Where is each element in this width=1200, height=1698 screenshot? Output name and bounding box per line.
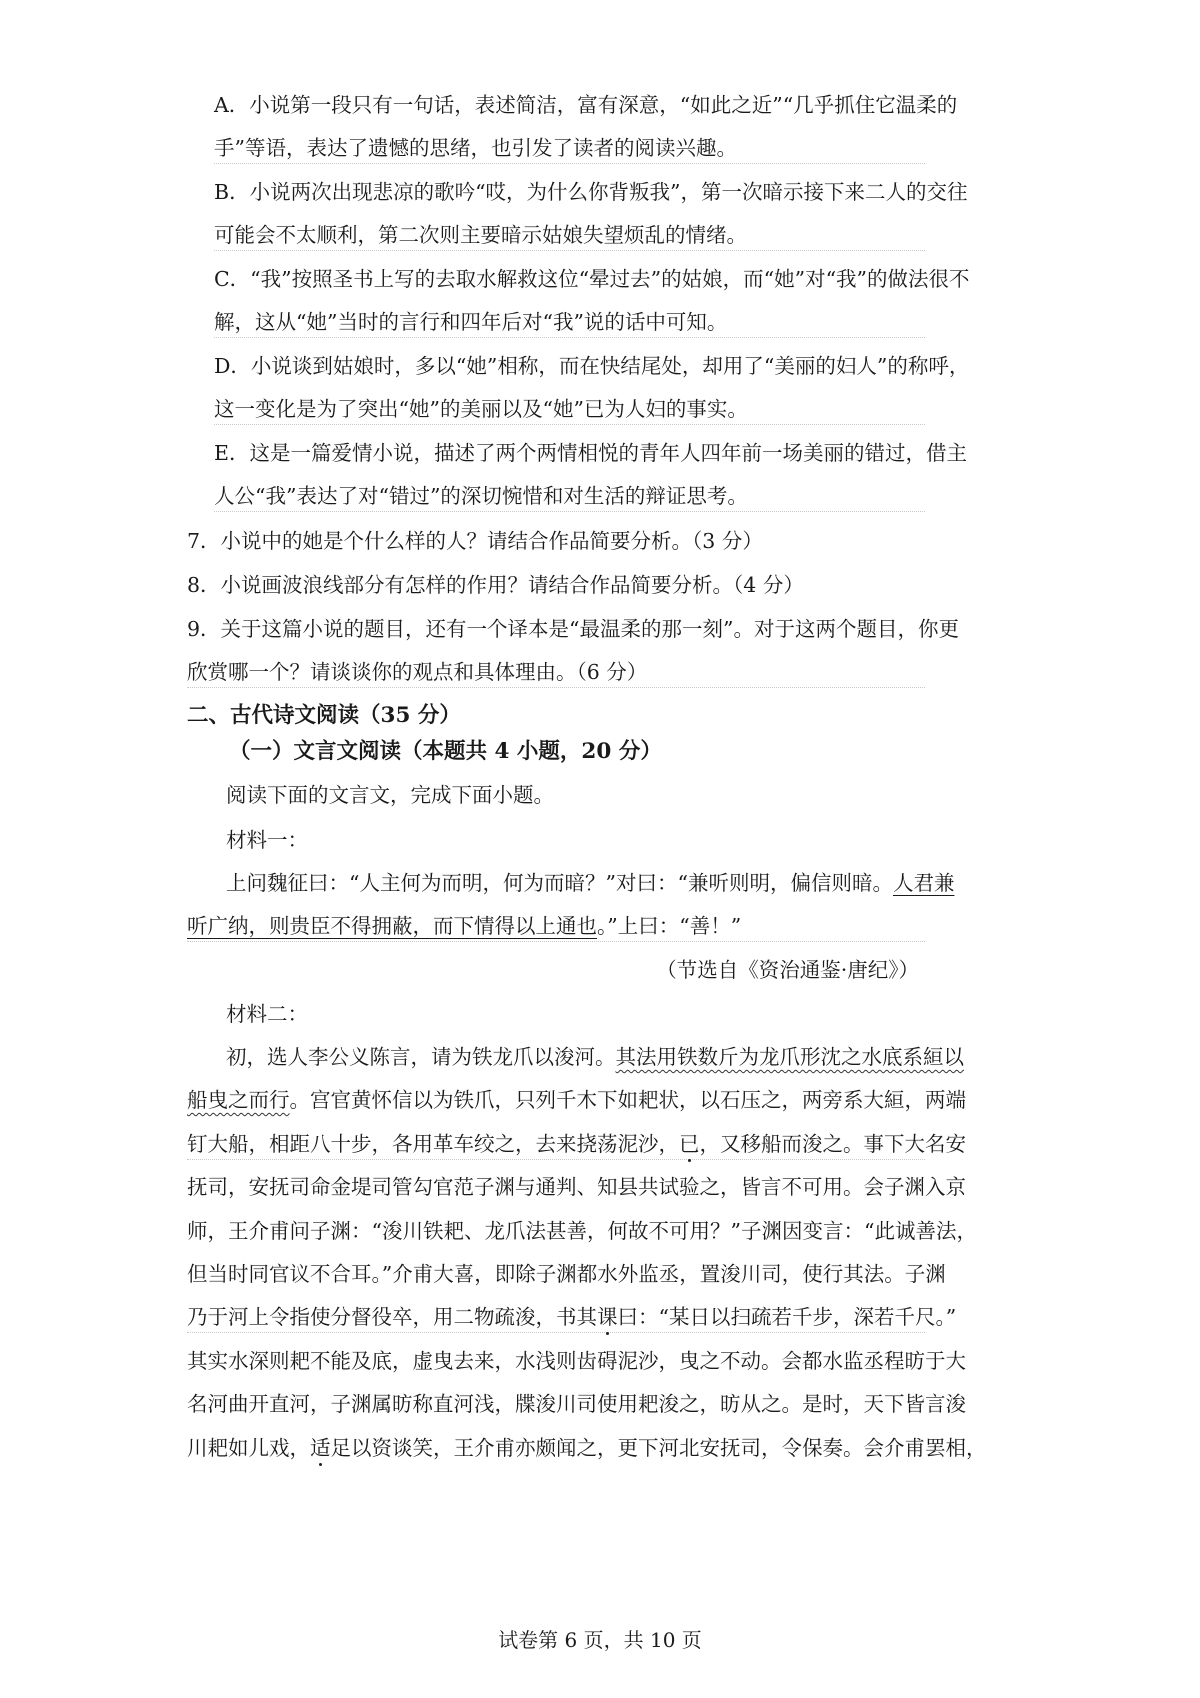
material-2-text: ，又移船而浚之。事下大名安 (699, 1132, 966, 1156)
material-2-text: 钉大船，相距八十步，各用革车绞之，去来挠荡泥沙， (187, 1132, 679, 1156)
question-9-line-2: 欣赏哪一个？请谈谈你的观点和具体理由。（6 分） (187, 657, 925, 688)
option-a-line-2: 手”等语，表达了遗憾的思绪，也引发了读者的阅读兴趣。 (214, 133, 925, 164)
option-e-line-1: E．这是一篇爱情小说，描述了两个两情相悦的青年人四年前一场美丽的错过，借主 (214, 441, 967, 465)
wavy-underlined-sentence-cont: 船曳之而行 (187, 1088, 290, 1112)
option-c-line-2: 解，这从“她”当时的言行和四年后对“我”说的话中可知。 (214, 307, 925, 338)
question-7: 7．小说中的她是个什么样的人？请结合作品简要分析。（3 分） (187, 529, 763, 553)
material-2-line-2 (187, 1085, 966, 1115)
option-d-line-1: D．小说谈到姑娘时，多以“她”相称，而在快结尾处，却用了“美丽的妇人”的称呼， (214, 354, 970, 378)
page-footer: 试卷第 6 页，共 10 页 (498, 1628, 702, 1652)
material-2-line-5: 师，王介甫问子渊：“浚川铁耙、龙爪法甚善，何故不可用？”子渊因变言：“此诚善法， (187, 1219, 977, 1243)
material-2-line-9: 名河曲开直河，子渊属昉称直河浅，牒浚川司使用耙浚之，昉从之。是时，天下皆言浚 (187, 1392, 966, 1416)
option-b-line-1: B．小说两次出现悲凉的歌吟“哎，为什么你背叛我”，第一次暗示接下来二人的交往 (214, 180, 968, 204)
subsection-1-heading: （一）文言文阅读（本题共 4 小题，20 分） (229, 739, 662, 764)
material-2-line-10 (187, 1433, 987, 1463)
wavy-underlined-sentence: 其法用铁数斤为龙爪形沈之水底系絙以 (615, 1045, 964, 1069)
question-8: 8．小说画波浪线部分有怎样的作用？请结合作品简要分析。（4 分） (187, 573, 804, 597)
section-2-heading: 二、古代诗文阅读（35 分） (187, 703, 461, 728)
material-2-text: 川耙如儿戏， (187, 1436, 310, 1460)
underlined-sentence: 人君兼 (892, 871, 955, 895)
option-b-line-2: 可能会不太顺利，第二次则主要暗示姑娘失望烦乱的情绪。 (214, 220, 925, 251)
question-9-line-1: 9．关于这篇小说的题目，还有一个译本是“最温柔的那一刻”。对于这两个题目，你更 (187, 617, 960, 641)
material-2-text: 。宫官黄怀信以为铁爪，只列千木下如耙状，以石压之，两旁系大絙，两端 (289, 1088, 966, 1112)
material-2-line-7 (187, 1302, 957, 1333)
material-2-line-6: 但当时同官议不合耳。”介甫大喜，即除子渊都水外监丞，置浚川司，使行其法。子渊 (187, 1262, 946, 1286)
material-2-text: 曰：“某日以扫疏若千步，深若千尺。” (617, 1305, 957, 1329)
emphasized-char: 已 (679, 1132, 700, 1156)
material-1-text-end: 。”上曰：“善！” (597, 914, 742, 938)
material-1-line-2 (187, 911, 925, 942)
emphasized-char: 课 (597, 1305, 618, 1329)
option-e-line-2: 人公“我”表达了对“错过”的深切惋惜和对生活的辩证思考。 (214, 481, 925, 512)
material-1-label: 材料一： (226, 828, 308, 852)
material-2-text: 乃于河上令指使分督役卒，用二物疏浚，书其 (187, 1305, 597, 1329)
material-2-text: 足以资谈笑，王介甫亦颇闻之，更下河北安抚司，令保奏。会介甫罢相， (330, 1436, 987, 1460)
emphasized-char: 适 (310, 1436, 331, 1460)
material-2-text: 初，选人李公义陈言，请为铁龙爪以浚河。 (226, 1045, 616, 1069)
material-1-line-1 (226, 868, 954, 898)
underlined-sentence-cont: 听广纳，则贵臣不得拥蔽，而下情得以上通也 (187, 914, 597, 938)
material-1-source: （节选自《资治通鉴·唐纪》） (656, 958, 919, 982)
material-2-label: 材料二： (226, 1002, 308, 1026)
material-1-text: 上问魏征曰：“人主何为而明，何为而暗？”对曰：“兼听则明，偏信则暗。 (226, 871, 893, 895)
option-d-line-2: 这一变化是为了突出“她”的美丽以及“她”已为人妇的事实。 (214, 394, 925, 425)
material-2-line-8: 其实水深则耙不能及底，虚曳去来，水浅则齿碍泥沙，曳之不动。会都水监丞程昉于大 (187, 1349, 966, 1373)
material-2-line-4: 抚司，安抚司命金堤司管勾官范子渊与通判、知县共试验之，皆言不可用。会子渊入京 (187, 1175, 966, 1199)
option-a-line-1: A．小说第一段只有一句话，表述简洁，富有深意，“如此之近”“几乎抓住它温柔的 (214, 93, 958, 117)
material-2-line-1 (226, 1042, 964, 1072)
option-c-line-1: C．“我”按照圣书上写的去取水解救这位“晕过去”的姑娘，而“她”对“我”的做法很不 (214, 267, 970, 291)
reading-instruction: 阅读下面的文言文，完成下面小题。 (226, 783, 554, 807)
material-2-line-3 (187, 1129, 966, 1160)
